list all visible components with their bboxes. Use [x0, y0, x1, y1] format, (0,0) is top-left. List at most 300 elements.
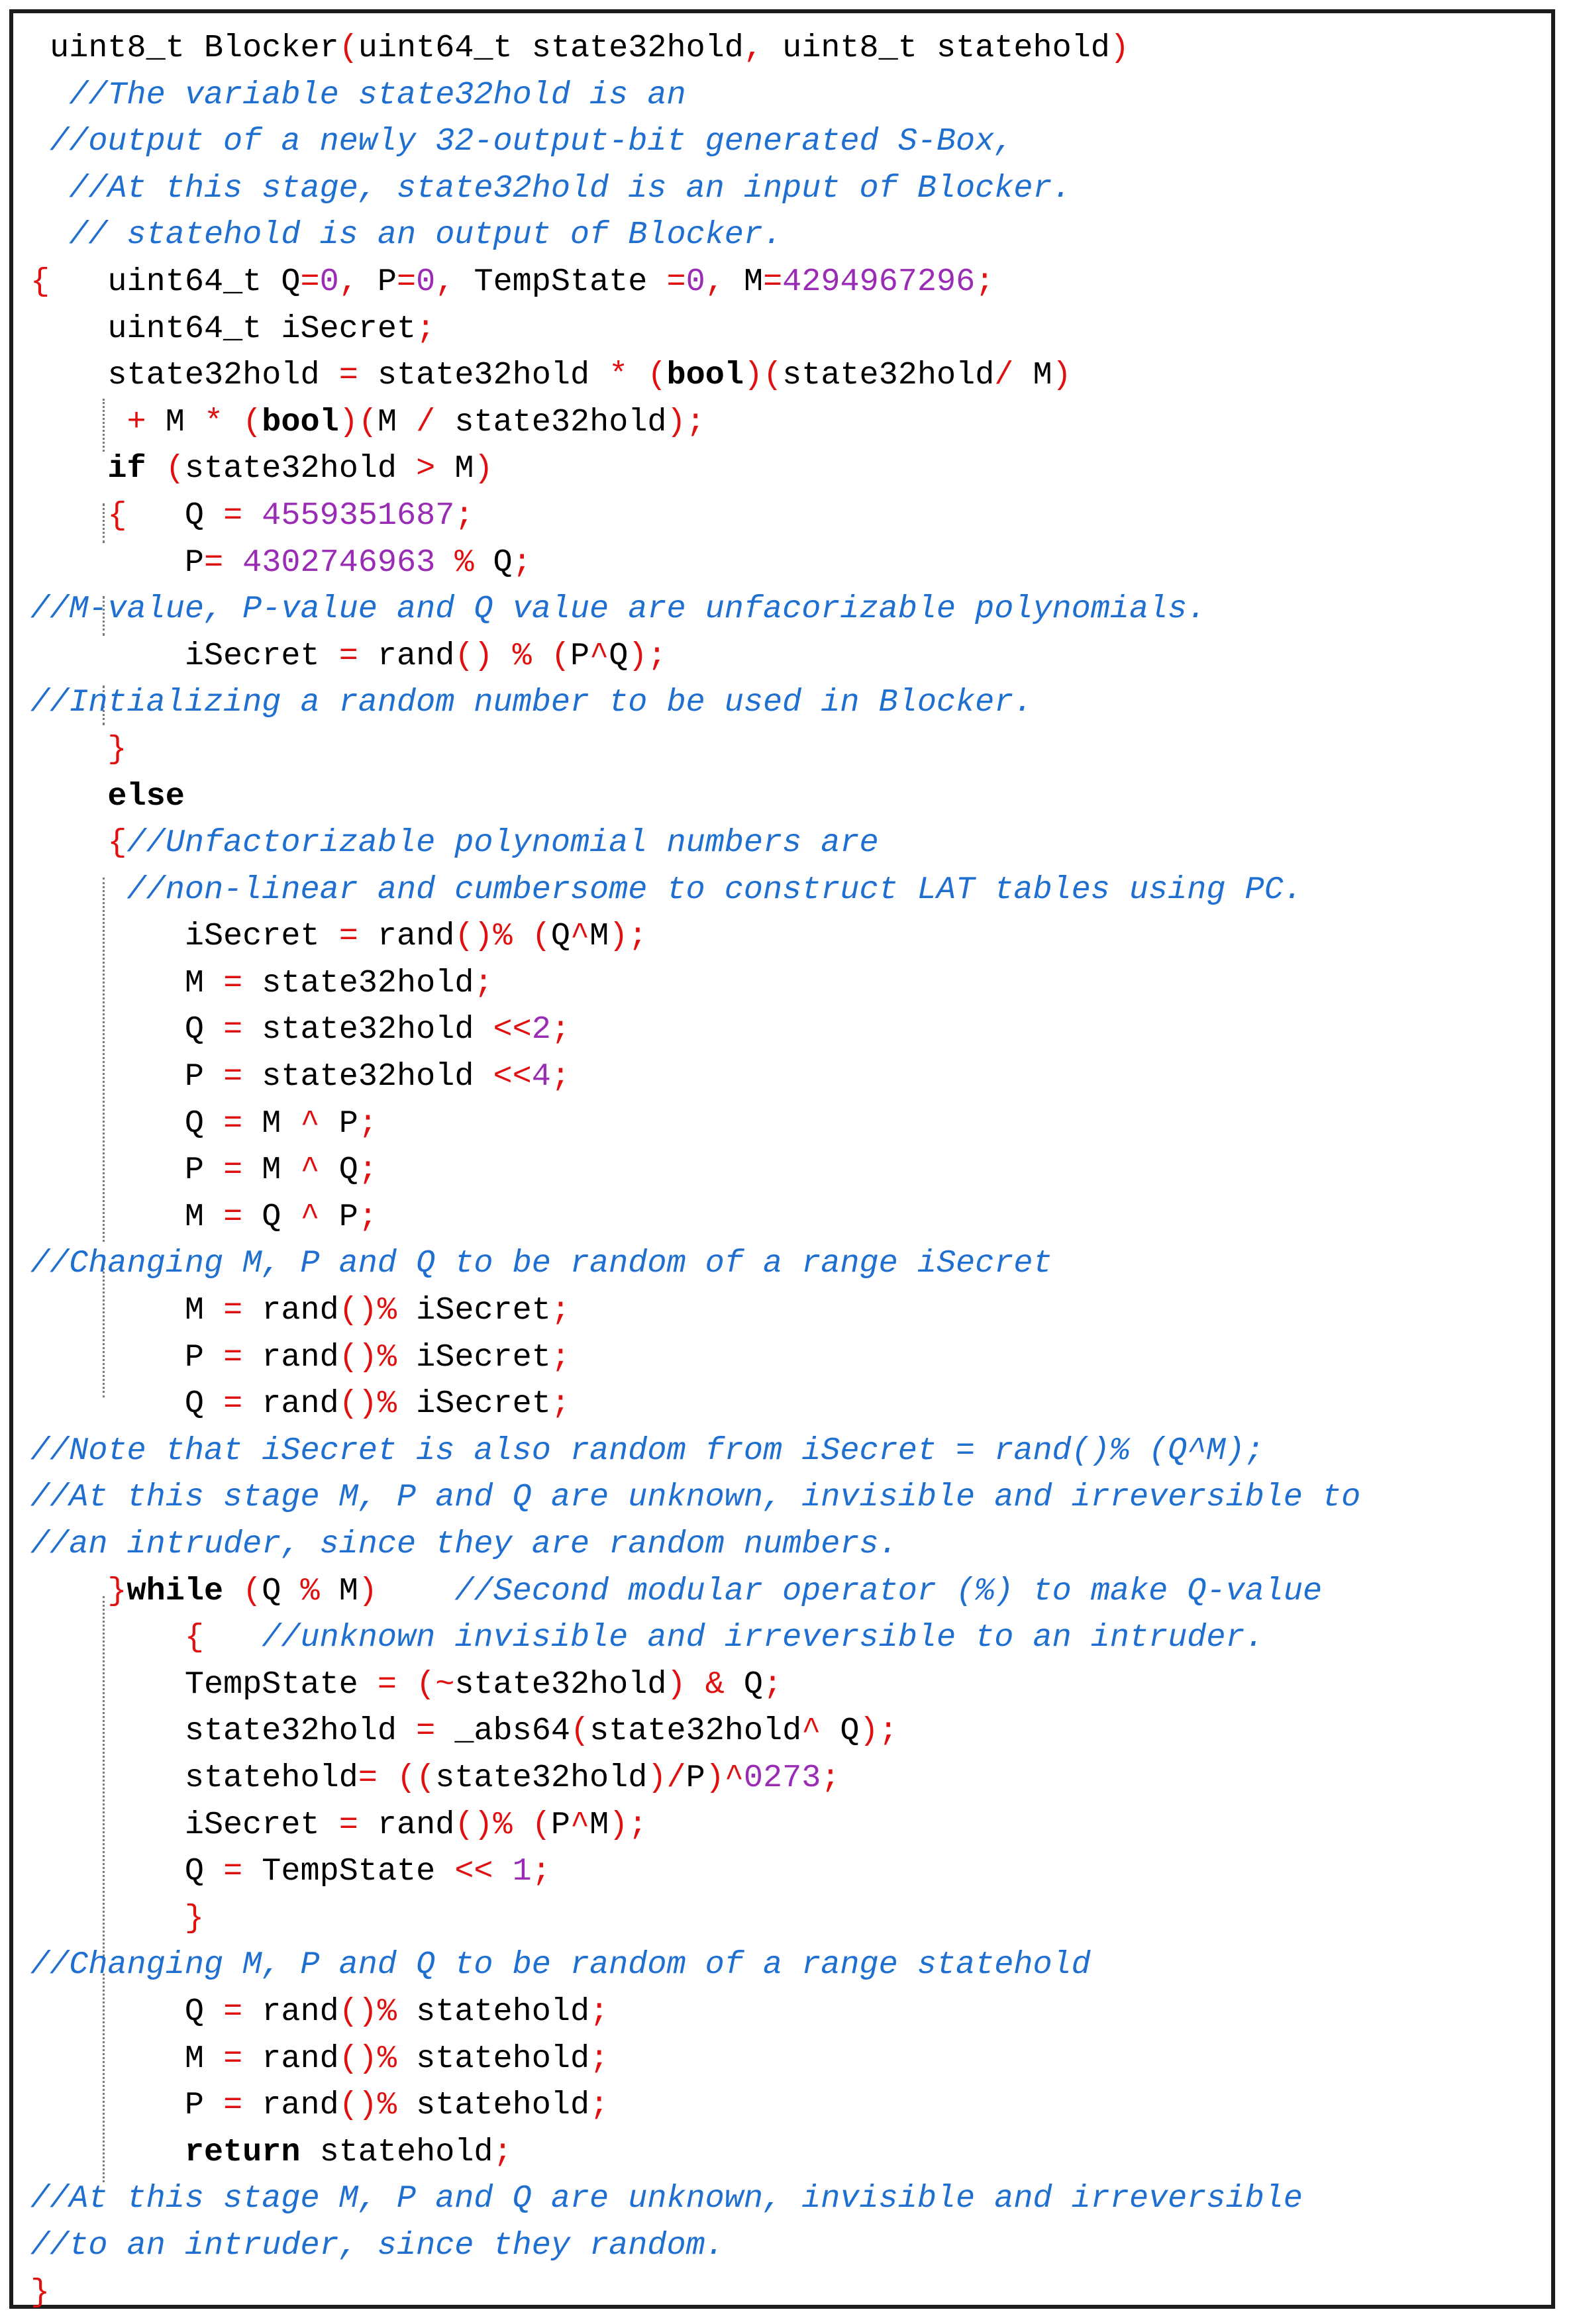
code-operator: << [454, 1853, 493, 1890]
code-line [30, 1288, 1545, 1335]
code-operator: ; [416, 310, 436, 347]
code-operator: () [454, 1806, 493, 1843]
code-comment: //output of a newly 32-output-bit generated S-Box, [30, 123, 1014, 160]
code-line [30, 2036, 1545, 2083]
code-line [30, 1381, 1545, 1428]
code-token: Q [30, 1011, 224, 1048]
code-token [146, 450, 166, 487]
code-operator: = [397, 263, 417, 300]
code-operator: () [454, 637, 493, 674]
code-line [30, 1007, 1545, 1054]
code-operator: ; [589, 2087, 609, 2124]
code-operator: ) [666, 1666, 686, 1703]
code-operator: % [377, 2087, 397, 2124]
code-operator: ( [647, 357, 667, 394]
code-number: 2 [531, 1011, 551, 1048]
code-token [30, 1619, 185, 1656]
code-token: uint8_t statehold [763, 30, 1110, 66]
code-line [30, 867, 1545, 914]
code-operator: ( [358, 403, 378, 440]
code-keyword: bool [666, 357, 744, 394]
code-token: rand [242, 1292, 339, 1329]
code-line [30, 72, 1545, 119]
code-token: M [30, 964, 224, 1001]
code-token: M [377, 403, 417, 440]
code-comment: //Second modular operator (%) to make Q-value [454, 1572, 1323, 1609]
code-token: state32hold [589, 1713, 802, 1750]
code-token [30, 450, 107, 487]
code-operator: = [338, 637, 358, 674]
code-token: uint64_t state32hold [358, 30, 744, 66]
code-operator: ; [454, 497, 474, 534]
code-token: P [319, 1105, 358, 1142]
code-line [30, 774, 1545, 821]
code-operator: = [223, 964, 243, 1001]
code-operator: ( [763, 357, 783, 394]
code-line [30, 633, 1545, 680]
code-operator: ^ [589, 637, 609, 674]
code-token [397, 1666, 416, 1703]
code-operator: () [338, 1292, 378, 1329]
code-operator: ; [358, 1152, 378, 1189]
code-operator: ; [550, 1011, 570, 1048]
code-operator: ; [512, 544, 532, 581]
code-line [30, 2129, 1545, 2176]
code-line [30, 1755, 1545, 1802]
code-operator: = [377, 1666, 397, 1703]
code-operator: = [338, 1806, 358, 1843]
code-line [30, 1101, 1545, 1148]
code-operator: , [743, 30, 764, 66]
code-token: M [30, 1198, 224, 1235]
code-token: rand [242, 1993, 339, 2030]
code-token: Q [242, 1198, 301, 1235]
code-operator: = [223, 1993, 243, 2030]
code-operator: << [493, 1011, 532, 1048]
code-operator: ; [358, 1198, 378, 1235]
code-token [513, 1807, 532, 1843]
code-line [30, 680, 1545, 727]
code-token: statehold [397, 1993, 590, 2030]
code-line [30, 727, 1545, 774]
code-line [30, 1428, 1545, 1475]
code-token: statehold [397, 2087, 590, 2124]
code-operator: & [705, 1666, 725, 1703]
code-token: uint64_t iSecret [30, 310, 417, 347]
code-operator: % [377, 1339, 397, 1376]
code-token [30, 731, 107, 768]
code-operator: ) [859, 1713, 879, 1750]
code-operator: = [223, 1339, 243, 1376]
code-operator: () [338, 1339, 378, 1376]
code-line [30, 166, 1545, 213]
code-comment: //M-value, P-value and Q value are unfacorizable polynomials. [30, 591, 1207, 628]
code-token: P [30, 544, 204, 581]
code-operator: * [203, 403, 224, 440]
code-token: M [589, 918, 609, 955]
code-operator: = [223, 1853, 243, 1890]
code-token: rand [358, 1806, 455, 1843]
code-line [30, 259, 1545, 306]
code-operator: % [377, 1292, 397, 1329]
code-token: rand [242, 2040, 339, 2077]
code-operator: { [107, 497, 127, 534]
code-keyword: return [184, 2133, 301, 2170]
code-token: rand [358, 637, 455, 674]
code-keyword: while [127, 1572, 224, 1609]
code-line [30, 2082, 1545, 2129]
code-token: M [724, 263, 764, 300]
code-token [242, 497, 262, 534]
code-token [686, 1666, 705, 1703]
code-operator: } [30, 2274, 50, 2311]
code-token: P [686, 1759, 705, 1796]
code-operator: () [338, 2040, 378, 2077]
code-token: _abs64 [435, 1713, 570, 1750]
code-block [30, 25, 1545, 2316]
code-comment: //At this stage M, P and Q are unknown, invisible and irreversible to [30, 1479, 1361, 1516]
code-token [513, 918, 532, 954]
code-token [30, 404, 127, 440]
code-line [30, 1194, 1545, 1241]
code-operator: = [223, 1198, 243, 1235]
code-token [493, 638, 513, 674]
code-token [30, 497, 107, 534]
code-keyword: if [107, 450, 146, 487]
code-operator: ; [531, 1853, 551, 1890]
code-line [30, 1942, 1545, 1989]
code-operator: + [127, 403, 146, 440]
code-operator: ) [338, 403, 358, 440]
code-operator: ^ [300, 1198, 320, 1235]
code-line [30, 1474, 1545, 1521]
code-token: P [30, 1152, 224, 1189]
code-operator: ; [878, 1713, 898, 1750]
code-line [30, 1895, 1545, 1943]
code-comment: //Note that iSecret is also random from iSecret = rand()% (Q^M); [30, 1432, 1264, 1469]
code-operator: = [223, 2040, 243, 2077]
code-token: iSecret [397, 1386, 551, 1423]
code-comment: //The variable state32hold is an [30, 76, 686, 113]
code-operator: ^ [570, 1806, 590, 1843]
code-operator: ; [550, 1058, 570, 1095]
code-operator: ; [628, 918, 648, 955]
code-operator: ; [589, 1993, 609, 2030]
code-operator: ; [686, 403, 705, 440]
code-operator: ( [338, 30, 358, 66]
code-token: state32hold [30, 357, 339, 394]
code-token: P [30, 2087, 224, 2124]
code-line [30, 586, 1545, 633]
code-token: Q [30, 1853, 224, 1890]
code-token [493, 1853, 513, 1890]
code-operator: = [223, 2087, 243, 2124]
code-operator: ; [628, 1806, 648, 1843]
code-token [30, 1900, 185, 1937]
code-token: state32hold [242, 1058, 493, 1095]
code-token: P [30, 1058, 224, 1095]
code-token: uint8_t Blocker [30, 30, 339, 66]
code-operator: { [30, 263, 50, 300]
code-line [30, 446, 1545, 493]
code-token: P [550, 1806, 570, 1843]
code-operator: () [338, 1386, 378, 1423]
code-comment: //At this stage, state32hold is an input of Blocker. [30, 170, 1072, 207]
code-token: rand [242, 1339, 339, 1376]
code-token: Q [609, 637, 629, 674]
code-operator: % [300, 1572, 320, 1609]
code-token: Q [474, 544, 513, 581]
code-line [30, 1521, 1545, 1568]
code-operator: , [435, 263, 455, 300]
code-line [30, 306, 1545, 353]
code-token: Q [319, 1152, 358, 1189]
code-operator: > [416, 450, 436, 487]
code-number: 4294967296 [782, 263, 976, 300]
code-operator: } [184, 1899, 204, 1937]
code-operator: } [107, 1572, 127, 1609]
code-token: M [146, 403, 204, 440]
code-line [30, 1662, 1545, 1709]
code-line [30, 1568, 1545, 1615]
code-operator: / [994, 357, 1014, 394]
code-token: Q [262, 1572, 301, 1609]
code-comment: //Changing M, P and Q to be random of a range statehold [30, 1946, 1091, 1984]
code-token: P [319, 1198, 358, 1235]
code-token: P [570, 637, 590, 674]
code-operator: = [666, 263, 686, 300]
code-line [30, 2176, 1545, 2223]
code-token: Q [127, 497, 224, 534]
code-token: iSecret [30, 637, 339, 674]
code-line [30, 493, 1545, 540]
code-line [30, 1708, 1545, 1755]
code-operator: = [338, 357, 358, 394]
code-number: 0 [319, 263, 339, 300]
code-operator: (( [397, 1759, 436, 1796]
code-comment: // statehold is an output of Blocker. [30, 217, 783, 254]
code-comment: //Intializing a random number to be used in Blocker. [30, 684, 1033, 721]
code-operator: ^ [300, 1105, 320, 1142]
code-token: state32hold [242, 964, 474, 1001]
code-operator: , [338, 263, 358, 300]
code-operator: ) [609, 918, 629, 955]
code-keyword: bool [262, 403, 339, 440]
code-line [30, 352, 1545, 399]
code-operator: { [184, 1619, 204, 1656]
code-token [532, 638, 551, 674]
code-line [30, 1335, 1545, 1382]
code-operator: / [416, 403, 436, 440]
code-operator: = [223, 1292, 243, 1329]
code-operator: * [609, 357, 629, 394]
code-operator: ; [763, 1666, 783, 1703]
code-operator: ) [743, 357, 764, 394]
code-token: uint64_t Q [50, 263, 301, 300]
code-operator: ) [474, 450, 493, 487]
code-number: 4559351687 [262, 497, 455, 534]
code-token: rand [358, 918, 455, 955]
code-line [30, 1240, 1545, 1288]
code-line [30, 399, 1545, 446]
code-operator: % [493, 1806, 513, 1843]
code-token: statehold [300, 2133, 493, 2170]
code-operator: ; [589, 2040, 609, 2077]
code-comment: //non-linear and cumbersome to construct LAT tables using PC. [30, 871, 1303, 908]
code-line [30, 960, 1545, 1007]
code-operator: ; [550, 1339, 570, 1376]
code-line [30, 2223, 1545, 2270]
code-comment: //At this stage M, P and Q are unknown, invisible and irreversible [30, 2180, 1303, 2217]
code-token: M [589, 1806, 609, 1843]
code-operator: ; [358, 1105, 378, 1142]
code-token: iSecret [30, 1806, 339, 1843]
code-token [378, 1573, 454, 1609]
code-operator: ( [242, 403, 262, 440]
code-operator: () [454, 918, 493, 955]
code-number: 4302746963 [242, 544, 436, 581]
code-line [30, 1989, 1545, 2036]
code-token [30, 778, 107, 815]
code-number: 0 [416, 263, 436, 300]
code-comment: //unknown invisible and irreversible to an intruder. [262, 1619, 1264, 1656]
code-comment: //an intruder, since they are random numbers. [30, 1526, 898, 1562]
code-operator: ( [570, 1713, 590, 1750]
code-line [30, 2270, 1545, 2317]
code-operator: = [223, 1058, 243, 1095]
code-operator: = [338, 918, 358, 955]
code-line [30, 1848, 1545, 1895]
code-comment: //Unfactorizable polynomial numbers are [127, 825, 879, 862]
code-operator: ( [165, 450, 185, 487]
code-token [30, 2134, 185, 2170]
code-operator: % [377, 1993, 397, 2030]
code-operator: ^ [801, 1713, 821, 1750]
code-operator: ; [647, 637, 667, 674]
code-operator: ; [550, 1292, 570, 1329]
code-token [223, 1573, 242, 1609]
code-token [378, 1760, 397, 1796]
code-operator: () [338, 2087, 378, 2124]
code-operator: , [705, 263, 725, 300]
code-token: iSecret [397, 1339, 551, 1376]
code-token: M [30, 2040, 224, 2077]
code-operator: ^ [300, 1152, 320, 1189]
code-operator: % [512, 637, 532, 674]
code-token: Q [30, 1993, 224, 2030]
code-line [30, 119, 1545, 166]
code-operator: = [300, 263, 320, 300]
code-token: M [319, 1572, 358, 1609]
code-frame [9, 9, 1555, 2309]
code-token: Q [724, 1666, 764, 1703]
code-token [30, 1573, 107, 1609]
code-token [628, 357, 647, 393]
code-token: iSecret [397, 1292, 551, 1329]
code-token: TempState [454, 263, 667, 300]
code-operator: / [666, 1759, 686, 1796]
code-token: M [435, 450, 474, 487]
code-number: 1 [512, 1853, 532, 1890]
code-operator: () [338, 1993, 378, 2030]
code-token [204, 1619, 262, 1656]
code-token: M [242, 1152, 301, 1189]
code-operator: = [416, 1713, 436, 1750]
code-token: rand [242, 1386, 339, 1423]
code-keyword: else [107, 778, 185, 815]
code-token: state32hold [30, 1713, 417, 1750]
code-operator: ) [609, 1806, 629, 1843]
code-operator: { [107, 825, 127, 862]
code-token: Q [821, 1713, 860, 1750]
code-line [30, 820, 1545, 867]
code-token: TempState [242, 1853, 455, 1890]
code-token: P [358, 263, 397, 300]
code-operator: ) [647, 1759, 667, 1796]
code-operator: % [493, 918, 513, 955]
code-token: Q [550, 918, 570, 955]
code-line [30, 212, 1545, 259]
code-operator: ) [1052, 357, 1072, 394]
code-token: state32hold [435, 403, 667, 440]
code-operator: % [377, 1386, 397, 1423]
code-operator: ( [531, 918, 551, 955]
code-token: state32hold [358, 357, 609, 394]
code-token: TempState [30, 1666, 378, 1703]
code-token [223, 544, 242, 581]
code-operator: = [358, 1759, 378, 1796]
code-operator: (~ [416, 1666, 455, 1703]
code-token: M [1013, 357, 1052, 394]
code-token: statehold [30, 1759, 358, 1796]
code-comment: //Changing M, P and Q to be random of a range iSecret [30, 1245, 1052, 1282]
code-token [223, 404, 242, 440]
code-token: iSecret [30, 918, 339, 955]
code-operator: ; [975, 263, 995, 300]
code-operator: ^ [570, 918, 590, 955]
code-token: state32hold [782, 357, 995, 394]
code-token: M [242, 1105, 301, 1142]
code-token: state32hold [242, 1011, 493, 1048]
code-line [30, 540, 1545, 587]
code-operator: ; [550, 1386, 570, 1423]
code-token: rand [242, 2087, 339, 2124]
code-line [30, 1615, 1545, 1662]
code-comment: //to an intruder, since they random. [30, 2227, 725, 2264]
code-token: state32hold [454, 1666, 667, 1703]
code-operator: ( [531, 1806, 551, 1843]
code-operator: % [454, 544, 474, 581]
code-operator: ) [666, 403, 686, 440]
code-token: Q [30, 1386, 224, 1423]
code-operator: = [223, 1386, 243, 1423]
code-token [435, 544, 454, 581]
code-token: Q [30, 1105, 224, 1142]
code-operator: = [763, 263, 783, 300]
code-line [30, 913, 1545, 960]
code-line [30, 1802, 1545, 1849]
code-line [30, 1147, 1545, 1194]
code-operator: ) [705, 1759, 725, 1796]
code-token: M [30, 1292, 224, 1329]
code-token: state32hold [184, 450, 417, 487]
code-number: 0273 [743, 1759, 821, 1796]
code-token: state32hold [435, 1759, 648, 1796]
code-line [30, 1054, 1545, 1101]
code-operator: ) [358, 1572, 378, 1609]
code-operator: % [377, 2040, 397, 2077]
code-line [30, 25, 1545, 72]
